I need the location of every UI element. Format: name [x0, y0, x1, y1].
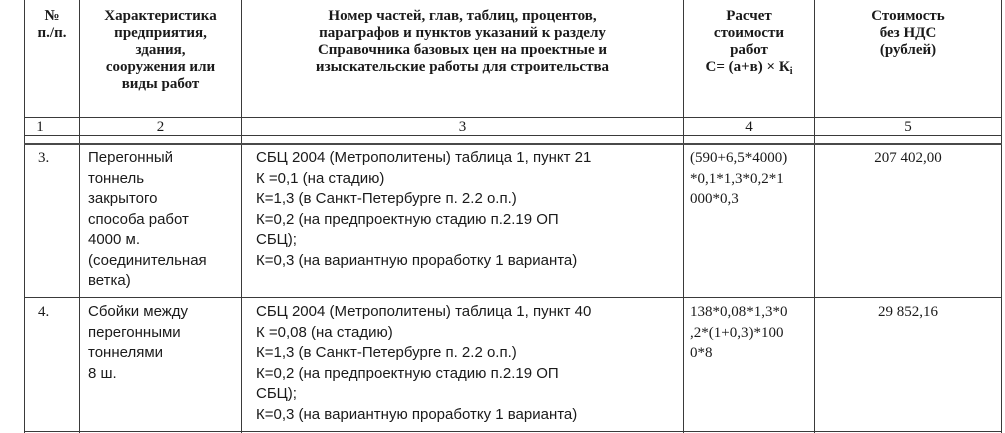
- column-number-3: 3: [458, 119, 467, 135]
- column-number-2: 2: [156, 119, 165, 135]
- table-border-right: [1001, 0, 1002, 433]
- header-calculation-subscript: i: [789, 66, 793, 77]
- column-number-4: 4: [745, 119, 753, 135]
- table-bottom-rule: [24, 431, 1002, 432]
- section-double-rule: [24, 143, 1002, 145]
- table-row-description: Перегонный тоннель закрытого способа работ 4000 м. (соединительная ветка): [88, 149, 207, 289]
- header-reference: Номер частей, глав, таблиц, процентов, параграфов и пунктов указаний к разделу Справочника базовых цен на проектные и изыскательские работы для строительства: [315, 8, 610, 75]
- row-divider: [24, 297, 1002, 298]
- column-number-1: 1: [36, 119, 44, 135]
- table-row-cost: 29 852,16: [878, 304, 938, 320]
- table-row-description: Сбойки между перегонными тоннелями 8 ш.: [88, 303, 189, 382]
- table-row-number: 3.: [38, 150, 50, 166]
- header-characteristic: Характеристика предприятия, здания, сооружения или виды работ: [104, 8, 217, 92]
- table-row-calculation: (590+6,5*4000) *0,1*1,3*0,2*1 000*0,3: [690, 150, 788, 207]
- table-row-reference: СБЦ 2004 (Метрополитены) таблица 1, пункт 21 К =0,1 (на стадию) К=1,3 (в Санкт-Петербурге п. 2.2 о.п.) К=0,2 (на предпроектную стадию п.2.19 ОП СБЦ); К=0,3 (на вариантную проработку 1 варианта): [256, 149, 592, 269]
- table-row-cost: 207 402,00: [874, 150, 942, 166]
- table-row-calculation: 138*0,08*1,3*0 ,2*(1+0,3)*100 0*8: [690, 304, 788, 361]
- table-border-left: [24, 0, 25, 433]
- header-cost: Стоимость без НДС (рублей): [871, 8, 945, 58]
- column-number-5: 5: [904, 119, 912, 135]
- header-calculation-main: Расчет стоимости работ С= (а+в) × К: [705, 8, 790, 75]
- table-row-reference: СБЦ 2004 (Метрополитены) таблица 1, пункт 40 К =0,08 (на стадию) К=1,3 (в Санкт-Петербурге п. 2.2 о.п.) К=0,2 (на предпроектную стадию п.2.19 ОП СБЦ); К=0,3 (на вариантную проработку 1 варианта): [256, 303, 592, 423]
- column-divider: [814, 0, 815, 433]
- header-number: № п./п.: [37, 8, 67, 41]
- header-calculation: [684, 8, 814, 80]
- table-row-number: 4.: [38, 304, 50, 320]
